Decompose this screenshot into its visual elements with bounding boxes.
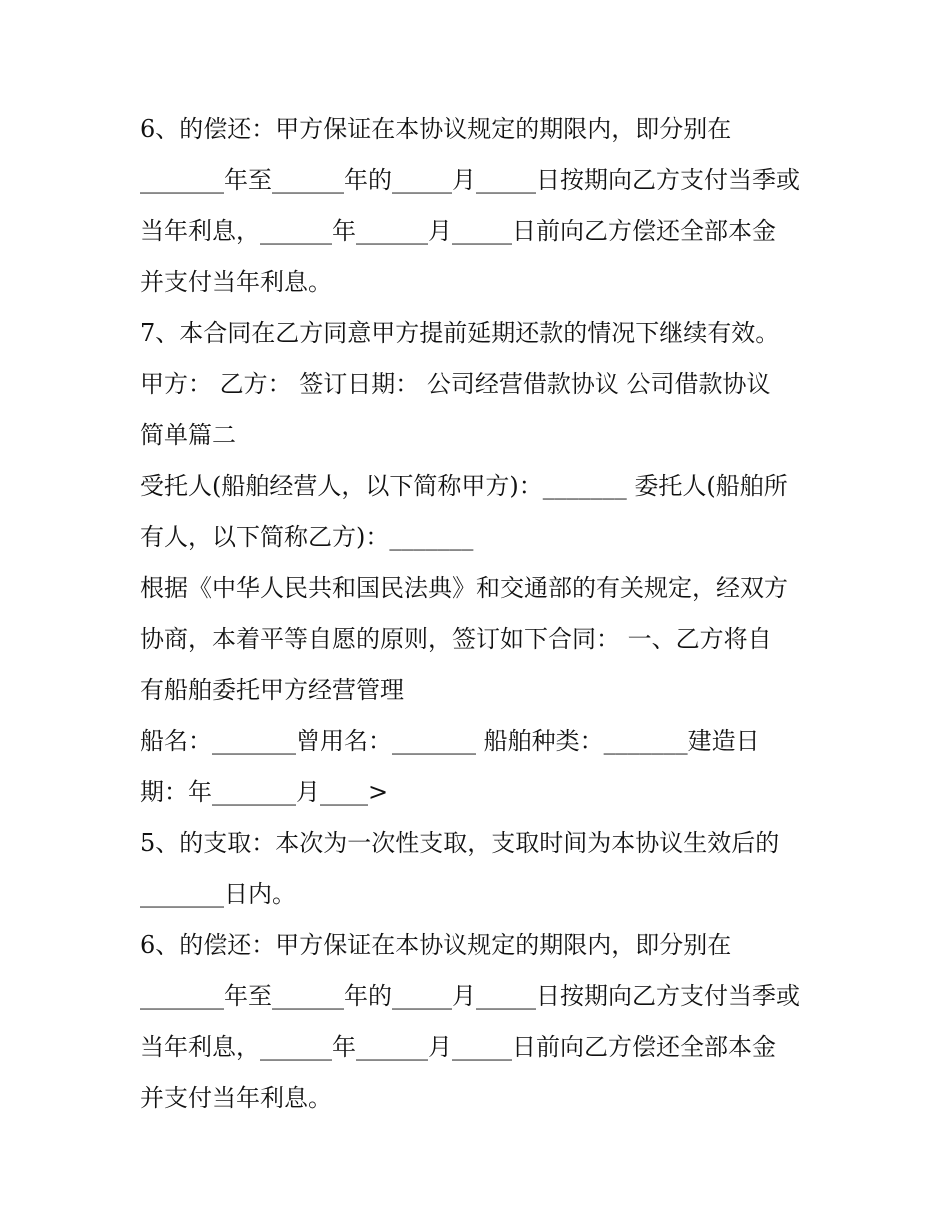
text-line: 协商，本着平等自愿的原则，签订如下合同： 一、乙方将自 [140,625,772,653]
text-line: 并支付当年利息。 [140,1084,332,1112]
text-line: 7、本合同在乙方同意甲方提前延期还款的情况下继续有效。 [140,319,780,347]
text-line: 根据《中华人民共和国民法典》和交通部的有关规定，经双方 [140,574,788,602]
text-line: _______日内。 [140,880,296,908]
text-line: 6、的偿还：甲方保证在本协议规定的期限内，即分别在 [140,931,732,959]
text-line: 当年利息，______年______月_____日前向乙方偿还全部本金 [140,1033,776,1061]
text-line: 当年利息，______年______月_____日前向乙方偿还全部本金 [140,217,776,245]
text-line: 甲方： 乙方： 签订日期： 公司经营借款协议 公司借款协议 [140,370,771,398]
text-line: 简单篇二 [140,421,236,449]
text-line: 有人，以下简称乙方)：_______ [140,523,474,551]
text-line: 5、的支取：本次为一次性支取，支取时间为本协议生效后的 [140,829,780,857]
text-line: 6、的偿还：甲方保证在本协议规定的期限内，即分别在 [140,115,732,143]
text-line: 期：年_______月____> [140,778,389,806]
text-line: 船名：_______曾用名：_______ 船舶种类：_______建造日 [140,727,760,755]
text-line: 有船舶委托甲方经营管理 [140,676,404,704]
text-line: 并支付当年利息。 [140,268,332,296]
text-line: 受托人(船舶经营人，以下简称甲方)：_______ 委托人(船舶所 [140,472,788,500]
text-line: _______年至______年的_____月_____日按期向乙方支付当季或 [140,982,800,1010]
text-line: _______年至______年的_____月_____日按期向乙方支付当季或 [140,166,800,194]
